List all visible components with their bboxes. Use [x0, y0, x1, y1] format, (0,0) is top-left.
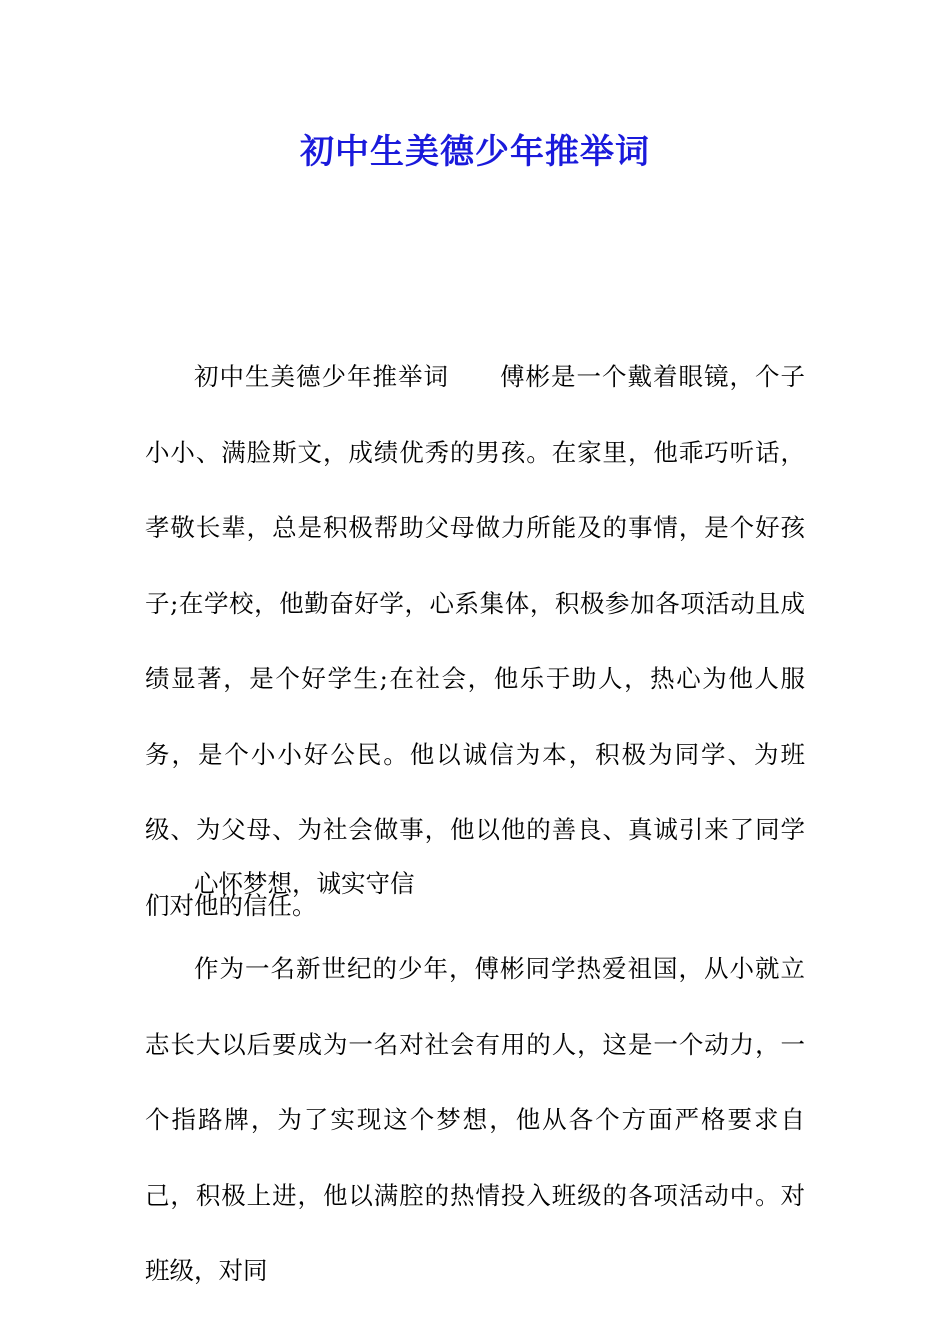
body-paragraph-3: 作为一名新世纪的少年，傅彬同学热爱祖国，从小就立志长大以后要成为一名对社会有用的人，这是一个动力，一个指路牌，为了实现这个梦想，他从各个方面严格要求自己，积极上进，他以满腔的热情投入班级的各项活动中。对班级，对同	[145, 954, 805, 1285]
document-title: 初中生美德少年推举词	[300, 132, 650, 172]
body-paragraph-1: 初中生美德少年推举词 傅彬是一个戴着眼镜，个子小小、满脸斯文，成绩优秀的男孩。在家里，他乖巧听话，孝敬长辈，总是积极帮助父母做力所能及的事情，是个好孩子;在学校，他勤奋好学，心系集体，积极参加各项活动且成绩显著，是个好学生;在社会，他乐于助人，热心为他人服务，是个小小好公民。他以诚信为本，积极为同学、为班级、为父母、为社会做事，他以他的善良、真诚引来了同学们对他的信任。	[145, 362, 805, 920]
body-paragraph-2: 心怀梦想，诚实守信	[194, 869, 415, 898]
